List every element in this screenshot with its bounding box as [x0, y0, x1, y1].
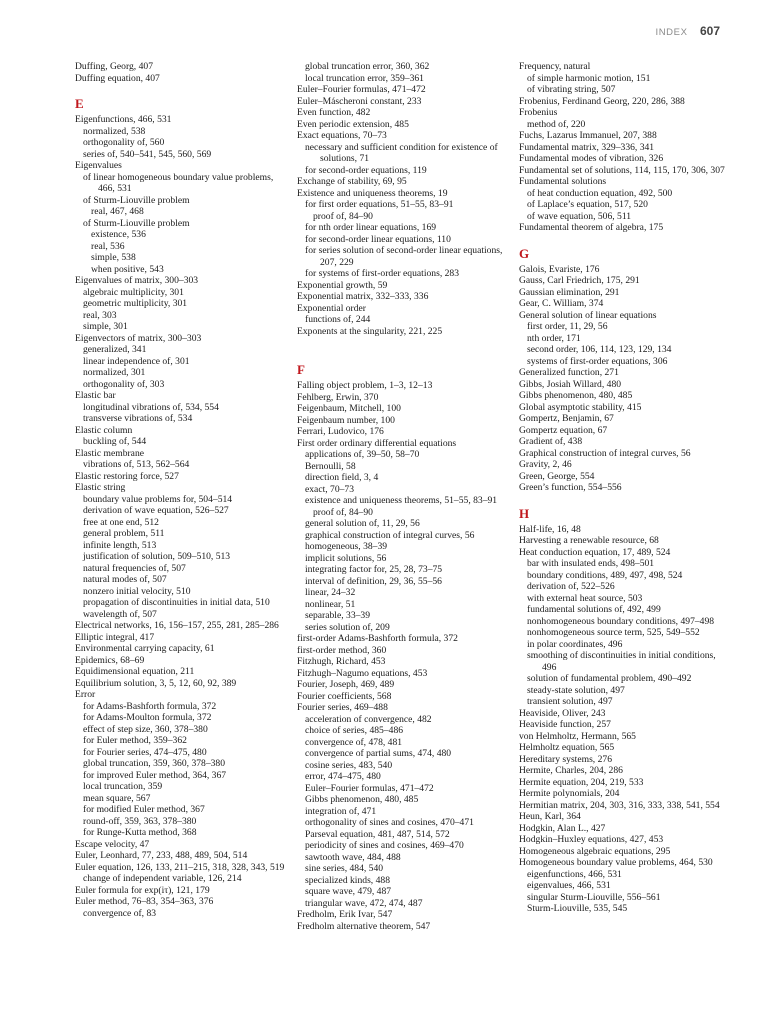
index-subentry: triangular wave, 472, 474, 487	[305, 897, 423, 909]
index-subentry: orthogonality of, 560	[83, 137, 165, 148]
index-subentry: applications of, 39–50, 58–70	[305, 449, 420, 460]
index-subentry: eigenvalues, 466, 531	[527, 880, 611, 891]
index-subentry: of heat conduction equation, 492, 500	[527, 187, 673, 199]
index-subentry: free at one end, 512	[83, 516, 159, 528]
index-subentry: real, 467, 468	[91, 206, 144, 217]
index-column-1	[75, 61, 287, 919]
index-entry: Fundamental solutions	[519, 176, 607, 187]
index-entry: Gibbs phenomenon, 480, 485	[519, 390, 633, 401]
index-subentry: for modified Euler method, 367	[83, 804, 205, 815]
index-subentry: orthogonality of, 303	[83, 378, 165, 390]
index-entry: Heun, Karl, 364	[519, 811, 581, 822]
index-entry: Environmental carrying capacity, 61	[75, 643, 215, 654]
index-subentry: steady-state solution, 497	[527, 684, 625, 696]
index-entry: General solution of linear equations	[519, 309, 657, 321]
index-subentry: nonlinear, 51	[305, 598, 356, 610]
index-subentry: for second-order equations, 119	[305, 164, 427, 176]
index-subentry: for series solution of second-order linear equations, 207, 229	[305, 245, 503, 268]
index-subentry: Euler–Fourier formulas, 471–472	[305, 782, 434, 794]
index-subentry: for Adams-Bashforth formula, 372	[83, 700, 217, 712]
index-subentry: smoothing of discontinuities in initial conditions, 496	[527, 650, 716, 673]
index-subentry: Gibbs phenomenon, 480, 485	[305, 794, 419, 805]
index-subentry: geometric multiplicity, 301	[83, 298, 188, 309]
index-subentry: integration of, 471	[305, 805, 377, 817]
index-subentry: transverse vibrations of, 534	[83, 413, 193, 424]
index-entry: Frobenius	[519, 107, 558, 118]
index-entry: Electrical networks, 16, 156–157, 255, 281, 285–286	[75, 620, 279, 631]
index-subentry: singular Sturm-Liouville, 556–561	[527, 891, 661, 903]
index-subentry: orthogonality of sines and cosines, 470–471	[305, 817, 474, 828]
index-subentry: Parseval equation, 481, 487, 514, 572	[305, 828, 450, 840]
index-subentry: round-off, 359, 363, 378–380	[83, 815, 197, 827]
index-subentry: natural modes of, 507	[83, 574, 167, 585]
index-entry: Graphical construction of integral curves, 56	[519, 447, 691, 459]
index-entry: Fuchs, Lazarus Immanuel, 207, 388	[519, 130, 657, 141]
index-subentry: functions of, 244	[305, 314, 371, 325]
index-entry: Exponential order	[297, 302, 366, 314]
section-letter: F	[297, 362, 305, 377]
index-entry: Generalized function, 271	[519, 367, 619, 378]
index-subentry: homogeneous, 38–39	[305, 541, 388, 552]
index-entry: Error	[75, 689, 96, 700]
index-entry: Fourier coefficients, 568	[297, 690, 392, 702]
index-entry: Elliptic integral, 417	[75, 631, 155, 643]
index-entry: Fourier series, 469–488	[297, 702, 388, 713]
index-entry: Gompertz, Benjamin, 67	[519, 413, 614, 424]
index-subentry: for Euler method, 359–362	[83, 735, 187, 746]
index-entry: Green, George, 554	[519, 470, 595, 482]
index-entry: first-order Adams-Bashforth formula, 372	[297, 633, 458, 644]
index-subentry: propagation of discontinuities in initial data, 510	[83, 597, 270, 608]
index-entry: Fehlberg, Erwin, 370	[297, 391, 379, 403]
running-head: INDEX	[655, 27, 688, 38]
index-entry: Exponential matrix, 332–333, 336	[297, 291, 429, 302]
index-subentry: for Fourier series, 474–475, 480	[83, 746, 207, 758]
index-subentry: of Laplace’s equation, 517, 520	[527, 199, 648, 210]
index-entry: Euler–Máscheroni constant, 233	[297, 95, 422, 107]
index-entry: Feigenbaum number, 100	[297, 414, 395, 426]
index-subentry: linear, 24–32	[305, 587, 356, 598]
index-subentry: global truncation, 359, 360, 378–380	[83, 758, 226, 769]
index-entry: Elastic string	[75, 482, 126, 493]
index-subentry: algebraic multiplicity, 301	[83, 286, 184, 298]
index-entry: Euler, Leonhard, 77, 233, 488, 489, 504, 514	[75, 850, 248, 861]
index-subentry: proof of, 84–90	[313, 506, 373, 518]
index-entry: Gaussian elimination, 291	[519, 286, 620, 298]
index-subentry: buckling of, 544	[83, 436, 147, 447]
index-entry: Hermite equation, 204, 219, 533	[519, 776, 644, 788]
index-entry: Gibbs, Josiah Willard, 480	[519, 378, 622, 390]
index-entry: Exponents at the singularity, 221, 225	[297, 325, 443, 337]
index-entry: Fundamental theorem of algebra, 175	[519, 222, 664, 233]
index-column-3	[519, 61, 731, 915]
index-subentry: natural frequencies of, 507	[83, 562, 186, 574]
index-column-2	[297, 61, 509, 932]
index-subentry: simple, 301	[83, 321, 128, 332]
index-subentry: sawtooth wave, 484, 488	[305, 851, 401, 863]
index-entry: Duffing equation, 407	[75, 72, 160, 84]
index-subentry: real, 536	[91, 240, 125, 252]
index-subentry: bar with insulated ends, 498–501	[527, 558, 655, 569]
index-entry: Elastic column	[75, 424, 133, 436]
index-entry: Fitzhugh, Richard, 453	[297, 656, 386, 667]
index-subentry: integrating factor for, 25, 28, 73–75	[305, 564, 443, 575]
index-subentry: wavelength of, 507	[83, 608, 157, 620]
index-subentry: global truncation error, 360, 362	[305, 61, 430, 72]
index-subentry: derivation of wave equation, 526–527	[83, 505, 229, 516]
index-entry: Gauss, Carl Friedrich, 175, 291	[519, 275, 640, 286]
index-entry: Fundamental modes of vibration, 326	[519, 153, 664, 164]
index-entry: Global asymptotic stability, 415	[519, 401, 642, 413]
index-subentry: systems of first-order equations, 306	[527, 355, 668, 367]
index-subentry: effect of step size, 360, 378–380	[83, 723, 208, 735]
index-entry: Elastic restoring force, 527	[75, 470, 179, 482]
index-subentry: graphical construction of integral curves, 56	[305, 529, 475, 541]
index-entry: Euler method, 76–83, 354–363, 376	[75, 896, 214, 907]
index-subentry: series of, 540–541, 545, 560, 569	[83, 148, 212, 160]
index-subentry: sine series, 484, 540	[305, 863, 384, 874]
index-entry: Hermite polynomials, 204	[519, 788, 620, 799]
index-entry: Heaviside function, 257	[519, 719, 611, 730]
index-entry: Elastic membrane	[75, 447, 144, 459]
index-entry: Exact equations, 70–73	[297, 130, 387, 141]
index-entry: Helmholtz equation, 565	[519, 742, 615, 753]
index-subentry: in polar coordinates, 496	[527, 638, 623, 650]
index-entry: Homogeneous algebraic equations, 295	[519, 845, 671, 857]
index-subentry: for nth order linear equations, 169	[305, 222, 437, 233]
section-letter: H	[519, 505, 530, 521]
index-entry: Gompertz equation, 67	[519, 424, 608, 436]
index-subentry: error, 474–475, 480	[305, 771, 381, 782]
index-subentry: boundary conditions, 489, 497, 498, 524	[527, 569, 683, 581]
section-gap	[297, 337, 509, 350]
index-subentry: local truncation, 359	[83, 781, 163, 792]
index-entry: Fredholm, Erik Ivar, 547	[297, 909, 393, 920]
index-entry: Gradient of, 438	[519, 436, 583, 447]
index-subentry: of simple harmonic motion, 151	[527, 72, 651, 84]
index-entry: Heat conduction equation, 17, 489, 524	[519, 546, 671, 558]
index-subentry: for first order equations, 51–55, 83–91	[305, 199, 454, 210]
index-subentry: justification of solution, 509–510, 513	[83, 551, 231, 562]
index-entry: Fundamental set of solutions, 114, 115, 170, 306, 307	[519, 164, 725, 176]
index-subentry: nonzero initial velocity, 510	[83, 585, 191, 597]
index-entry: Harvesting a renewable resource, 68	[519, 535, 659, 546]
index-entry: Fitzhugh–Nagumo equations, 453	[297, 667, 428, 679]
page-header	[655, 22, 720, 40]
index-subentry: infinite length, 513	[83, 539, 157, 551]
index-entry: von Helmholtz, Hermann, 565	[519, 730, 636, 742]
index-subentry: first order, 11, 29, 56	[527, 321, 608, 332]
index-subentry: convergence of partial sums, 474, 480	[305, 748, 452, 759]
index-entry: Equidimensional equation, 211	[75, 666, 195, 677]
index-subentry: direction field, 3, 4	[305, 472, 379, 483]
index-entry: Gravity, 2, 46	[519, 459, 572, 470]
index-subentry: fundamental solutions of, 492, 499	[527, 604, 661, 615]
index-subentry: derivation of, 522–526	[527, 581, 615, 592]
index-subentry: implicit solutions, 56	[305, 552, 387, 564]
index-subentry: when positive, 543	[91, 263, 164, 275]
index-entry: Eigenvectors of matrix, 300–303	[75, 332, 202, 344]
index-subentry: acceleration of convergence, 482	[305, 713, 432, 725]
index-subentry: nonhomogeneous source term, 525, 549–552	[527, 627, 700, 638]
index-subentry: boundary value problems for, 504–514	[83, 493, 233, 505]
index-entry: Half-life, 16, 48	[519, 523, 581, 535]
index-subentry: of Sturm-Liouville problem	[83, 217, 190, 229]
index-subentry: for second-order linear equations, 110	[305, 233, 451, 245]
index-subentry: for systems of first-order equations, 283	[305, 268, 460, 279]
index-entry: Eigenvalues of matrix, 300–303	[75, 275, 199, 286]
index-entry: Euler equation, 126, 133, 211–215, 318, 328, 343, 519	[75, 861, 285, 873]
index-entry: Green’s function, 554–556	[519, 482, 622, 493]
index-entry: Heaviside, Oliver, 243	[519, 707, 606, 719]
index-entry: Epidemics, 68–69	[75, 654, 145, 666]
index-subentry: simple, 538	[91, 252, 136, 263]
index-subentry: interval of definition, 29, 36, 55–56	[305, 575, 442, 587]
page-number: 607	[699, 24, 720, 38]
index-entry: Hereditary systems, 276	[519, 753, 612, 765]
index-subentry: specialized kinds, 488	[305, 874, 390, 886]
index-subentry: general problem, 511	[83, 528, 165, 539]
section-letter: E	[75, 96, 84, 111]
index-entry: Feigenbaum, Mitchell, 100	[297, 403, 401, 414]
index-subentry: for Adams-Moulton formula, 372	[83, 712, 212, 723]
index-entry: Frequency, natural	[519, 61, 591, 72]
index-entry: Frobenius, Ferdinand Georg, 220, 286, 388	[519, 95, 685, 107]
index-entry: Even periodic extension, 485	[297, 118, 409, 130]
index-subentry: proof of, 84–90	[313, 210, 373, 222]
index-subentry: longitudinal vibrations of, 534, 554	[83, 401, 219, 413]
index-subentry: with external heat source, 503	[527, 592, 643, 604]
index-subentry: eigenfunctions, 466, 531	[527, 868, 622, 880]
index-entry: Ferrari, Ludovico, 176	[297, 426, 384, 437]
index-subentry: general solution of, 11, 29, 56	[305, 518, 420, 529]
index-entry: Elastic bar	[75, 390, 116, 401]
index-entry: Eigenfunctions, 466, 531	[75, 114, 172, 125]
index-subentry: second order, 106, 114, 123, 129, 134	[527, 344, 672, 355]
index-subentry: for improved Euler method, 364, 367	[83, 769, 227, 781]
index-subentry: choice of series, 485–486	[305, 725, 404, 736]
section-letter: G	[519, 245, 530, 261]
index-entry: Duffing, Georg, 407	[75, 61, 153, 72]
index-subentry: vibrations of, 513, 562–564	[83, 459, 190, 470]
index-subentry: change of independent variable, 126, 214	[83, 873, 242, 884]
index-entry: Gear, C. William, 374	[519, 298, 604, 309]
index-entry: Falling object problem, 1–3, 12–13	[297, 380, 433, 391]
index-subentry: series solution of, 209	[305, 621, 390, 633]
index-subentry: normalized, 538	[83, 125, 146, 137]
index-subentry: of linear homogeneous boundary value problems, 466, 531	[83, 171, 274, 194]
index-subentry: of vibrating string, 507	[527, 84, 616, 95]
index-subentry: cosine series, 483, 540	[305, 759, 393, 771]
index-subentry: of wave equation, 506, 511	[527, 210, 632, 222]
index-entry: Hermite, Charles, 204, 286	[519, 765, 623, 776]
index-entry: Fredholm alternative theorem, 547	[297, 920, 431, 932]
index-entry: Euler–Fourier formulas, 471–472	[297, 84, 426, 95]
index-subentry: existence and uniqueness theorems, 51–55, 83–91	[305, 495, 498, 506]
index-entry: Hodgkin–Huxley equations, 427, 453	[519, 834, 664, 845]
index-subentry: method of, 220	[527, 118, 586, 130]
index-subentry: of Sturm-Liouville problem	[83, 194, 190, 206]
index-subentry: nonhomogeneous boundary conditions, 497–498	[527, 615, 715, 627]
index-entry: Escape velocity, 47	[75, 838, 150, 850]
index-entry: Galois, Evariste, 176	[519, 263, 600, 275]
index-subentry: solution of fundamental problem, 490–492	[527, 673, 692, 684]
index-subentry: square wave, 479, 487	[305, 886, 392, 897]
index-entry: Homogeneous boundary value problems, 464, 530	[519, 857, 713, 868]
index-entry: Hermitian matrix, 204, 303, 316, 333, 338, 541, 554	[519, 799, 720, 811]
index-entry: Exchange of stability, 69, 95	[297, 176, 407, 187]
index-subentry: generalized, 341	[83, 344, 147, 355]
index-entry: first-order method, 360	[297, 644, 387, 656]
index-entry: Exponential growth, 59	[297, 279, 388, 291]
index-subentry: nth order, 171	[527, 332, 581, 344]
index-subentry: separable, 33–39	[305, 610, 371, 621]
index-subentry: existence, 536	[91, 229, 146, 240]
index-subentry: for Runge-Kutta method, 368	[83, 827, 197, 838]
index-subentry: normalized, 301	[83, 367, 146, 378]
index-entry: Fourier, Joseph, 469, 489	[297, 679, 395, 690]
index-entry: Even function, 482	[297, 107, 371, 118]
index-entry: Euler formula for exp(iτ), 121, 179	[75, 884, 210, 896]
index-entry: Existence and uniqueness theorems, 19	[297, 187, 448, 199]
index-entry: Eigenvalues	[75, 160, 122, 171]
index-entry: Fundamental matrix, 329–336, 341	[519, 141, 655, 153]
index-subentry: necessary and sufficient condition for existence of solutions, 71	[305, 141, 498, 164]
index-subentry: exact, 70–73	[305, 483, 355, 495]
index-subentry: periodicity of sines and cosines, 469–470	[305, 840, 464, 851]
index-entry: First order ordinary differential equations	[297, 437, 457, 449]
index-subentry: real, 303	[83, 309, 117, 321]
index-subentry: transient solution, 497	[527, 696, 613, 707]
index-subentry: linear independence of, 301	[83, 355, 190, 367]
index-subentry: local truncation error, 359–361	[305, 72, 424, 84]
index-subentry: Sturm-Liouville, 535, 545	[527, 903, 628, 914]
index-subentry: Bernoulli, 58	[305, 460, 356, 472]
index-subentry: convergence of, 83	[83, 907, 157, 919]
index-subentry: convergence of, 478, 481	[305, 736, 403, 748]
index-entry: Equilibrium solution, 3, 5, 12, 60, 92, 389	[75, 677, 237, 689]
index-entry: Hodgkin, Alan L., 427	[519, 822, 606, 834]
index-subentry: mean square, 567	[83, 792, 151, 804]
